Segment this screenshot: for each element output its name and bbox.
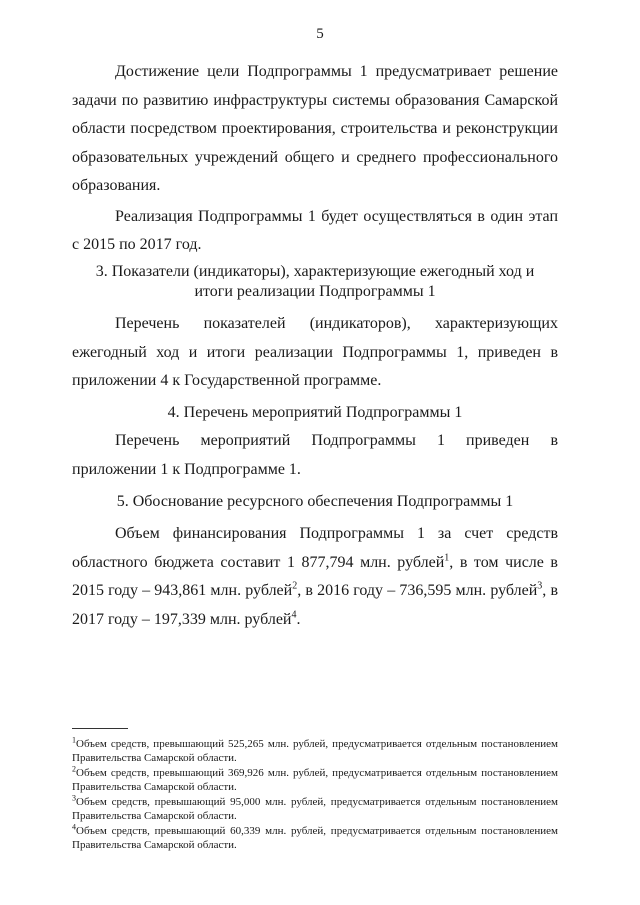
- paragraph-funding: [72, 520, 558, 634]
- footnote-3: [72, 795, 558, 823]
- footnote-mark: 3: [72, 793, 76, 803]
- footnote-2: [72, 766, 558, 794]
- heading-section-3-line-1: 3. Показатели (индикаторы), характеризующие ежегодный ход и: [95, 263, 535, 280]
- footnote-ref-3: 3: [537, 580, 543, 592]
- footnote-text: Объем средств, превышающий 60,339 млн. рублей, предусматривается отдельным постановлением Правительства Самарской области.: [72, 825, 558, 851]
- footnote-text: Объем средств, превышающий 525,265 млн. рублей, предусматривается отдельным постановлением Правительства Самарской области.: [72, 738, 558, 764]
- funding-text-total: Объем финансирования Подпрограммы 1 за счет средств областного бюджета составит 1 877,794 млн. рублей: [72, 525, 558, 571]
- page-number: 5: [316, 26, 324, 42]
- footnote-mark: 2: [72, 764, 76, 774]
- funding-text-2016: , в 2016 году – 736,595 млн. рублей: [297, 582, 538, 599]
- paragraph-stages: Реализация Подпрограммы 1 будет осуществляться в один этап с 2015 по 2017 год.: [72, 207, 558, 253]
- paragraph-goal: Достижение цели Подпрограммы 1 предусматривает решение задачи по развитию инфраструктуры системы образования Самарской области посредством проектирования, строительства и реконструкции образовательных учреждений общего и среднего профессионального образования.: [72, 63, 558, 194]
- paragraph-indicators: Перечень показателей (индикаторов), характеризующих ежегодный ход и итоги реализации Подпрограммы 1, приведен в приложении 4 к Государственной программе.: [72, 315, 558, 389]
- paragraph-measures: Перечень мероприятий Подпрограммы 1 приведен в приложении 1 к Подпрограмме 1.: [72, 432, 558, 478]
- heading-section-3-line-2: итоги реализации Подпрограммы 1: [194, 283, 436, 300]
- section-4-text: [72, 427, 558, 484]
- funding-text-end: .: [296, 610, 301, 628]
- footnote-text: Объем средств, превышающий 95,000 млн. рублей, предусматривается отдельным постановлением Правительства Самарской области.: [72, 796, 558, 822]
- footnote-ref-4: 4: [291, 609, 297, 621]
- funding-text-2017: , в 2017 году – 197,339 млн. рублей: [72, 582, 558, 628]
- footnote-text: Объем средств, превышающий 369,926 млн. рублей, предусматривается отдельным постановлением Правительства Самарской области.: [72, 767, 558, 793]
- heading-section-3: [72, 262, 558, 302]
- footnotes: [72, 737, 558, 853]
- footnote-ref-1: 1: [444, 552, 450, 564]
- footnote-4: [72, 824, 558, 852]
- footnote-ref-2: 2: [292, 580, 298, 592]
- footnote-mark: 1: [72, 735, 76, 745]
- section-2-text: [72, 58, 558, 260]
- funding-text-2015: , в том числе в 2015 году – 943,861 млн. рублей: [72, 553, 558, 599]
- section-3-text: [72, 310, 558, 396]
- footnote-1: [72, 737, 558, 765]
- heading-section-5: 5. Обоснование ресурсного обеспечения Подпрограммы 1: [116, 493, 514, 510]
- section-5-text: [72, 520, 558, 634]
- heading-section-4: 4. Перечень мероприятий Подпрограммы 1: [167, 404, 463, 421]
- footnote-mark: 4: [72, 822, 76, 832]
- footnote-separator: [72, 728, 128, 729]
